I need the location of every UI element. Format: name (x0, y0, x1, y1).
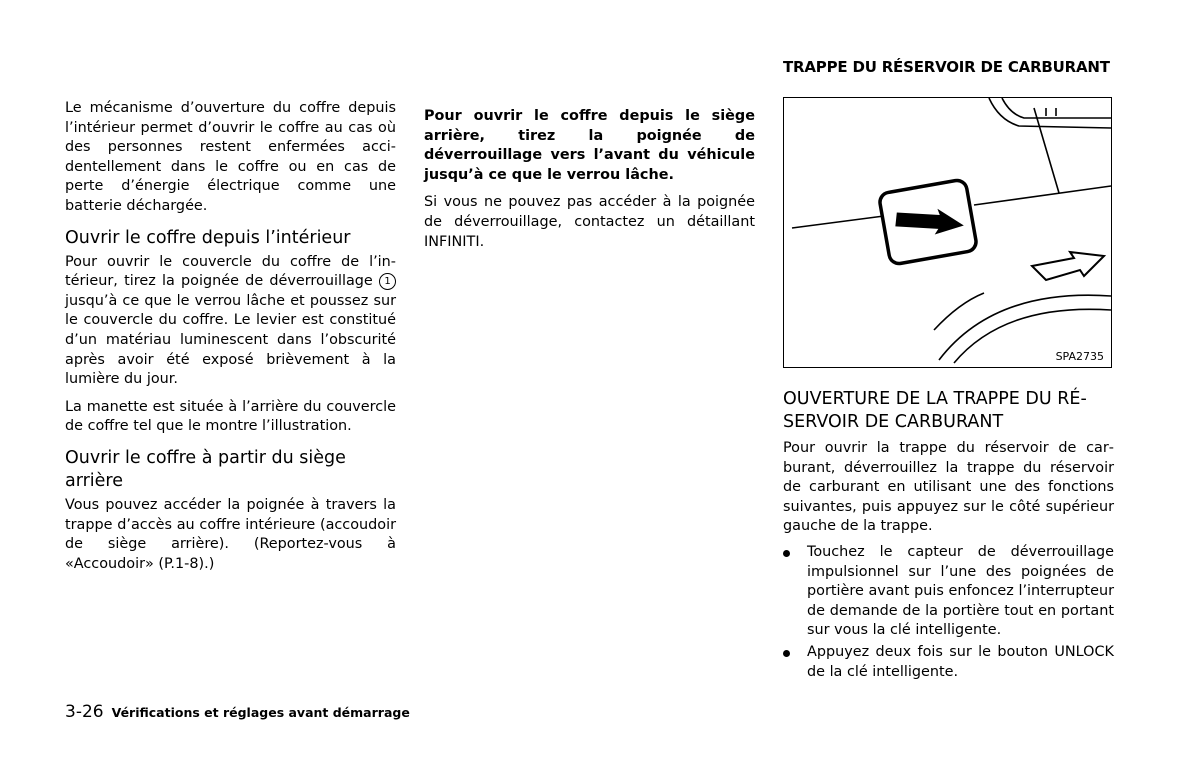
lever-location-paragraph: La manette est située à l’arrière du couvercle de coffre tel que le montre l’illustration. (65, 398, 396, 435)
inside-release-text-a: Pour ouvrir le couvercle du coffre de l’intérieur, tirez la poignée de déverrouillage (65, 253, 396, 290)
vertical-trim-line (1034, 108, 1059, 193)
body-line-top (989, 98, 1111, 128)
page-number: 3-26 (65, 702, 104, 722)
middle-column (424, 107, 755, 252)
figure-code: SPA2735 (1055, 350, 1104, 363)
list-item-text: Appuyez deux fois sur le bouton UNLOCK de la clé intelligente. (807, 643, 1114, 680)
method-list (783, 543, 1114, 682)
fuel-door-panel (878, 179, 977, 265)
heading-open-from-rear-seat: Ouvrir le coffre à partir du siège arrière (65, 447, 346, 491)
bullet-icon (783, 550, 790, 557)
list-item (783, 543, 1114, 641)
contact-dealer-paragraph: Si vous ne pouvez pas accéder à la poignée de déverrouillage, contactez un détaillant INFINITI. (424, 194, 755, 250)
belt-line (792, 216, 884, 228)
fuel-door-drawing (784, 98, 1111, 367)
rear-seat-access-paragraph: Vous pouvez accéder la poignée à travers la trappe d’accès au coffre intérieure (accoudoir de siège arrière). (Reportez-vous à «Accoudoir» (P.1-8).) (65, 496, 396, 572)
chapter-title: Vérifications et réglages avant démarrage (111, 705, 410, 720)
fuel-door-paragraph: Pour ouvrir la trappe du réservoir de carburant, déverrouillez la trappe du réservoir de carburant en utilisant une des fonctions suivantes, puis appuyez sur le côté supérieur gauche de la trappe. (783, 440, 1114, 535)
rear-seat-instruction-bold: Pour ouvrir le coffre depuis le siège arrière, tirez la poignée de déverrouillage vers l’avant du véhicule jusqu’à ce que le verrou lâche. (424, 108, 755, 183)
left-column (65, 99, 396, 574)
direction-arrow-icon (1032, 252, 1104, 280)
callout-number-1: 1 (379, 273, 396, 290)
belt-line-right (974, 186, 1111, 205)
right-column (783, 56, 1114, 682)
intro-paragraph: Le mécanisme d’ouverture du coffre depuis l’intérieur permet d’ouvrir le coffre au cas où des personnes restent enfermées accidentellement dans le coffre ou en cas de perte d’énergie électrique comme une batterie déchargée. (65, 100, 396, 214)
fuel-door-illustration (783, 97, 1112, 368)
page-footer (65, 702, 410, 722)
list-item-text: Touchez le capteur de déverrouillage impulsionnel sur l’une des poignées de portière avant puis enfoncez l’interrupteur de demande de la portière tout en portant sur vous la clé intelligente. (807, 543, 1114, 639)
section-title: TRAPPE DU RÉSERVOIR DE CARBURANT (783, 58, 1110, 76)
heading-open-from-inside: Ouvrir le coffre depuis l’intérieur (65, 227, 351, 248)
bullet-icon (783, 650, 790, 657)
fuel-door-opening-heading: OUVERTURE DE LA TRAPPE DU RÉSERVOIR DE CARBURANT (783, 389, 1087, 432)
inside-release-text-b: jusqu’à ce que le verrou lâche et poussez sur le couvercle du coffre. Le levier est constitué d’un matériau luminescent dans l’obscurité après avoir été exposé brièvement à la lumière du jour. (65, 292, 396, 388)
inside-release-paragraph (65, 253, 396, 390)
list-item (783, 643, 1114, 682)
